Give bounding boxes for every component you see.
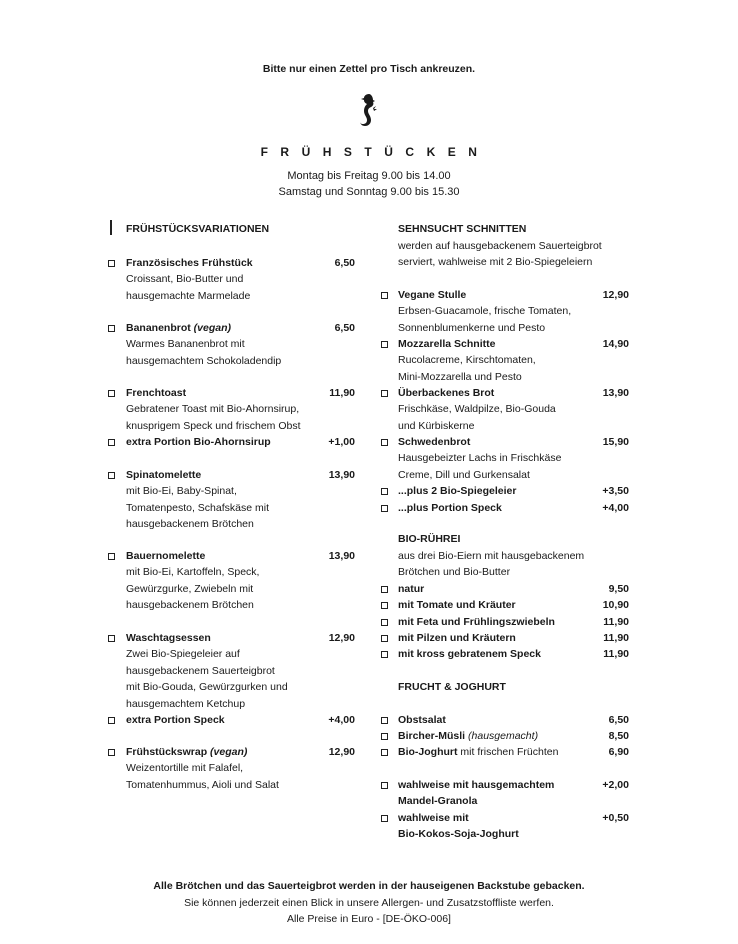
section-marker bbox=[110, 220, 112, 235]
menu-item-description: Mini-Mozzarella und Pesto bbox=[398, 370, 522, 383]
menu-item-price: 13,90 bbox=[328, 469, 355, 481]
checkbox[interactable] bbox=[381, 815, 388, 822]
menu-item-name: extra Portion Speck bbox=[126, 714, 225, 726]
menu-item-description: hausgebackenem Brötchen bbox=[126, 518, 254, 531]
checkbox[interactable] bbox=[381, 749, 388, 756]
menu-item-name: mit Feta und Frühlingszwiebeln bbox=[398, 616, 555, 628]
menu-item-name: Französisches Frühstück bbox=[126, 257, 253, 269]
section-description: serviert, wahlweise mit 2 Bio-Spiegeleiern bbox=[398, 256, 593, 268]
menu-item-description: knusprigem Speck und frischem Obst bbox=[126, 419, 301, 432]
menu-item-description: hausgebackenem Brötchen bbox=[126, 599, 254, 612]
footer-bakery-note: Alle Brötchen und das Sauerteigbrot werden in der hauseigenen Backstube gebacken. bbox=[153, 880, 585, 892]
menu-item-price: 11,90 bbox=[603, 616, 629, 628]
menu-item-name: mit Pilzen und Kräutern bbox=[398, 632, 516, 644]
checkbox[interactable] bbox=[108, 472, 115, 479]
menu-item-description: Sonnenblumenkerne und Pesto bbox=[398, 321, 546, 334]
menu-item-name: Frenchtoast bbox=[126, 387, 187, 399]
menu-item-price: 9,50 bbox=[608, 583, 629, 595]
section-heading-sehnsucht-schnitten: SEHNSUCHT SCHNITTEN bbox=[398, 223, 527, 235]
checkbox[interactable] bbox=[108, 635, 115, 642]
checkbox[interactable] bbox=[108, 717, 115, 724]
checkbox[interactable] bbox=[381, 619, 388, 626]
menu-item-description: mit Bio-Ei, Baby-Spinat, bbox=[126, 485, 237, 498]
menu-item-price: 12,90 bbox=[328, 632, 355, 644]
menu-item-price: 12,90 bbox=[328, 746, 355, 758]
checkbox[interactable] bbox=[381, 488, 388, 495]
menu-item-description: Gebratener Toast mit Bio-Ahornsirup, bbox=[126, 403, 300, 416]
checkbox[interactable] bbox=[108, 390, 115, 397]
footer-allergen-note: Sie können jederzeit einen Blick in unsere Allergen- und Zusatzstoffliste werfen. bbox=[184, 897, 554, 909]
menu-item-price: +4,00 bbox=[328, 714, 355, 726]
menu-item-name: Mozzarella Schnitte bbox=[398, 338, 496, 350]
menu-item-description: Gewürzgurke, Zwiebeln mit bbox=[126, 582, 254, 595]
menu-item-description: Rucolacreme, Kirschtomaten, bbox=[398, 354, 536, 367]
section-heading-frucht-joghurt: FRUCHT & JOGHURT bbox=[398, 681, 506, 693]
menu-item-name: ...plus Portion Speck bbox=[398, 502, 502, 514]
menu-item-price: +1,00 bbox=[328, 436, 355, 448]
menu-item-name-continued: Mandel-Granola bbox=[398, 795, 478, 808]
checkbox[interactable] bbox=[381, 439, 388, 446]
menu-item-description: Zwei Bio-Spiegeleier auf bbox=[126, 648, 240, 661]
table-note: Bitte nur einen Zettel pro Tisch ankreuzen. bbox=[262, 63, 476, 75]
checkbox[interactable] bbox=[381, 782, 388, 789]
checkbox[interactable] bbox=[381, 717, 388, 724]
menu-item-price: +0,50 bbox=[602, 812, 629, 824]
section-description: Brötchen und Bio-Butter bbox=[398, 566, 511, 578]
opening-hours-weekday: Montag bis Freitag 9.00 bis 14.00 bbox=[287, 170, 451, 182]
checkbox[interactable] bbox=[381, 292, 388, 299]
menu-item-name: Bauernomelette bbox=[126, 550, 206, 562]
menu-item-price: 6,90 bbox=[608, 746, 629, 758]
menu-item-name: Frühstückswrap (vegan) bbox=[126, 746, 248, 758]
checkbox[interactable] bbox=[108, 749, 115, 756]
menu-item-name: Vegane Stulle bbox=[398, 289, 467, 301]
menu-item-name: wahlweise mit hausgemachtem bbox=[398, 779, 555, 791]
menu-item-name: Spinatomelette bbox=[126, 469, 202, 481]
checkbox[interactable] bbox=[381, 602, 388, 609]
section-heading-breakfast-variations: FRÜHSTÜCKSVARIATIONEN bbox=[126, 223, 270, 235]
menu-item-note: (vegan) bbox=[190, 322, 232, 334]
menu-item-note: (hausgemacht) bbox=[465, 730, 539, 742]
menu-item-price: 11,90 bbox=[603, 648, 629, 660]
menu-item-name: Waschtagsessen bbox=[126, 632, 211, 644]
opening-hours-weekend: Samstag und Sonntag 9.00 bis 15.30 bbox=[278, 186, 460, 198]
menu-item-name: mit kross gebratenem Speck bbox=[398, 648, 541, 660]
menu-item-price: 15,90 bbox=[602, 436, 629, 448]
checkbox[interactable] bbox=[108, 553, 115, 560]
menu-item-description: hausgebackenem Sauerteigbrot bbox=[126, 664, 275, 677]
menu-item-description: Tomatenhummus, Aioli und Salat bbox=[126, 778, 279, 791]
checkbox[interactable] bbox=[108, 439, 115, 446]
menu-item-name: natur bbox=[398, 583, 425, 595]
menu-item-description: und Kürbiskerne bbox=[398, 419, 475, 432]
checkbox[interactable] bbox=[381, 733, 388, 740]
menu-item-price: 12,90 bbox=[602, 289, 629, 301]
menu-item-name: mit Tomate und Kräuter bbox=[398, 599, 516, 611]
section-description: aus drei Bio-Eiern mit hausgebackenem bbox=[398, 550, 585, 562]
menu-item-price: 13,90 bbox=[602, 387, 629, 399]
menu-item-name: Bircher-Müsli (hausgemacht) bbox=[398, 730, 539, 742]
menu-item-description: Tomatenpesto, Schafskäse mit bbox=[126, 501, 269, 514]
page-title: FRÜHSTÜCKEN bbox=[260, 145, 490, 159]
menu-item-name: Bio-Joghurt mit frischen Früchten bbox=[398, 746, 559, 758]
footer-price-note: Alle Preise in Euro - [DE-ÖKO-006] bbox=[287, 913, 451, 925]
menu-item-description: hausgemachte Marmelade bbox=[126, 289, 251, 302]
menu-item-price: 6,50 bbox=[608, 714, 629, 726]
menu-item-note: (vegan) bbox=[207, 746, 248, 758]
seahorse-logo bbox=[355, 92, 379, 132]
menu-item-description: Croissant, Bio-Butter und bbox=[126, 273, 244, 286]
menu-item-price: 11,90 bbox=[603, 632, 629, 644]
checkbox[interactable] bbox=[108, 260, 115, 267]
menu-item-description: mit Bio-Ei, Kartoffeln, Speck, bbox=[126, 566, 260, 579]
menu-item-name: wahlweise mit bbox=[398, 812, 469, 824]
menu-item-price: 11,90 bbox=[329, 387, 355, 399]
menu-item-description: mit Bio-Gouda, Gewürzgurken und bbox=[126, 681, 288, 694]
menu-item-name: ...plus 2 Bio-Spiegeleier bbox=[398, 485, 517, 497]
section-description: werden auf hausgebackenem Sauerteigbrot bbox=[398, 240, 602, 252]
menu-item-name-continued: Bio-Kokos-Soja-Joghurt bbox=[398, 828, 519, 841]
menu-item-price: 14,90 bbox=[602, 338, 629, 350]
menu-item-description: hausgemachtem Ketchup bbox=[126, 697, 246, 710]
menu-item-name: Obstsalat bbox=[398, 714, 446, 726]
checkbox[interactable] bbox=[381, 635, 388, 642]
menu-item-name: Überbackenes Brot bbox=[398, 387, 495, 399]
menu-item-price: 13,90 bbox=[328, 550, 355, 562]
checkbox[interactable] bbox=[381, 390, 388, 397]
checkbox[interactable] bbox=[381, 651, 388, 658]
menu-item-price: +4,00 bbox=[602, 502, 629, 514]
menu-item-note: mit frischen Früchten bbox=[457, 746, 559, 758]
menu-item-price: 6,50 bbox=[334, 257, 355, 269]
menu-item-name: Bananenbrot (vegan) bbox=[126, 322, 232, 334]
menu-item-price: 6,50 bbox=[334, 322, 355, 334]
menu-item-name: extra Portion Bio-Ahornsirup bbox=[126, 436, 271, 448]
menu-item-description: Frischkäse, Waldpilze, Bio-Gouda bbox=[398, 403, 556, 416]
checkbox[interactable] bbox=[108, 325, 115, 332]
checkbox[interactable] bbox=[381, 341, 388, 348]
menu-item-name: Schwedenbrot bbox=[398, 436, 471, 448]
menu-item-price: +3,50 bbox=[602, 485, 629, 497]
menu-item-price: +2,00 bbox=[602, 779, 629, 791]
menu-item-description: Hausgebeizter Lachs in Frischkäse bbox=[398, 452, 562, 465]
menu-item-description: Warmes Bananenbrot mit bbox=[126, 338, 245, 351]
checkbox[interactable] bbox=[381, 505, 388, 512]
menu-item-description: Creme, Dill und Gurkensalat bbox=[398, 468, 530, 481]
menu-item-description: Erbsen-Guacamole, frische Tomaten, bbox=[398, 305, 572, 318]
menu-item-price: 8,50 bbox=[608, 730, 629, 742]
checkbox[interactable] bbox=[381, 586, 388, 593]
menu-item-description: hausgemachtem Schokoladendip bbox=[126, 354, 282, 367]
menu-item-price: 10,90 bbox=[602, 599, 629, 611]
menu-item-description: Weizentortille mit Falafel, bbox=[126, 762, 244, 775]
section-heading-bio-ruehrei: BIO-RÜHREI bbox=[398, 533, 461, 545]
